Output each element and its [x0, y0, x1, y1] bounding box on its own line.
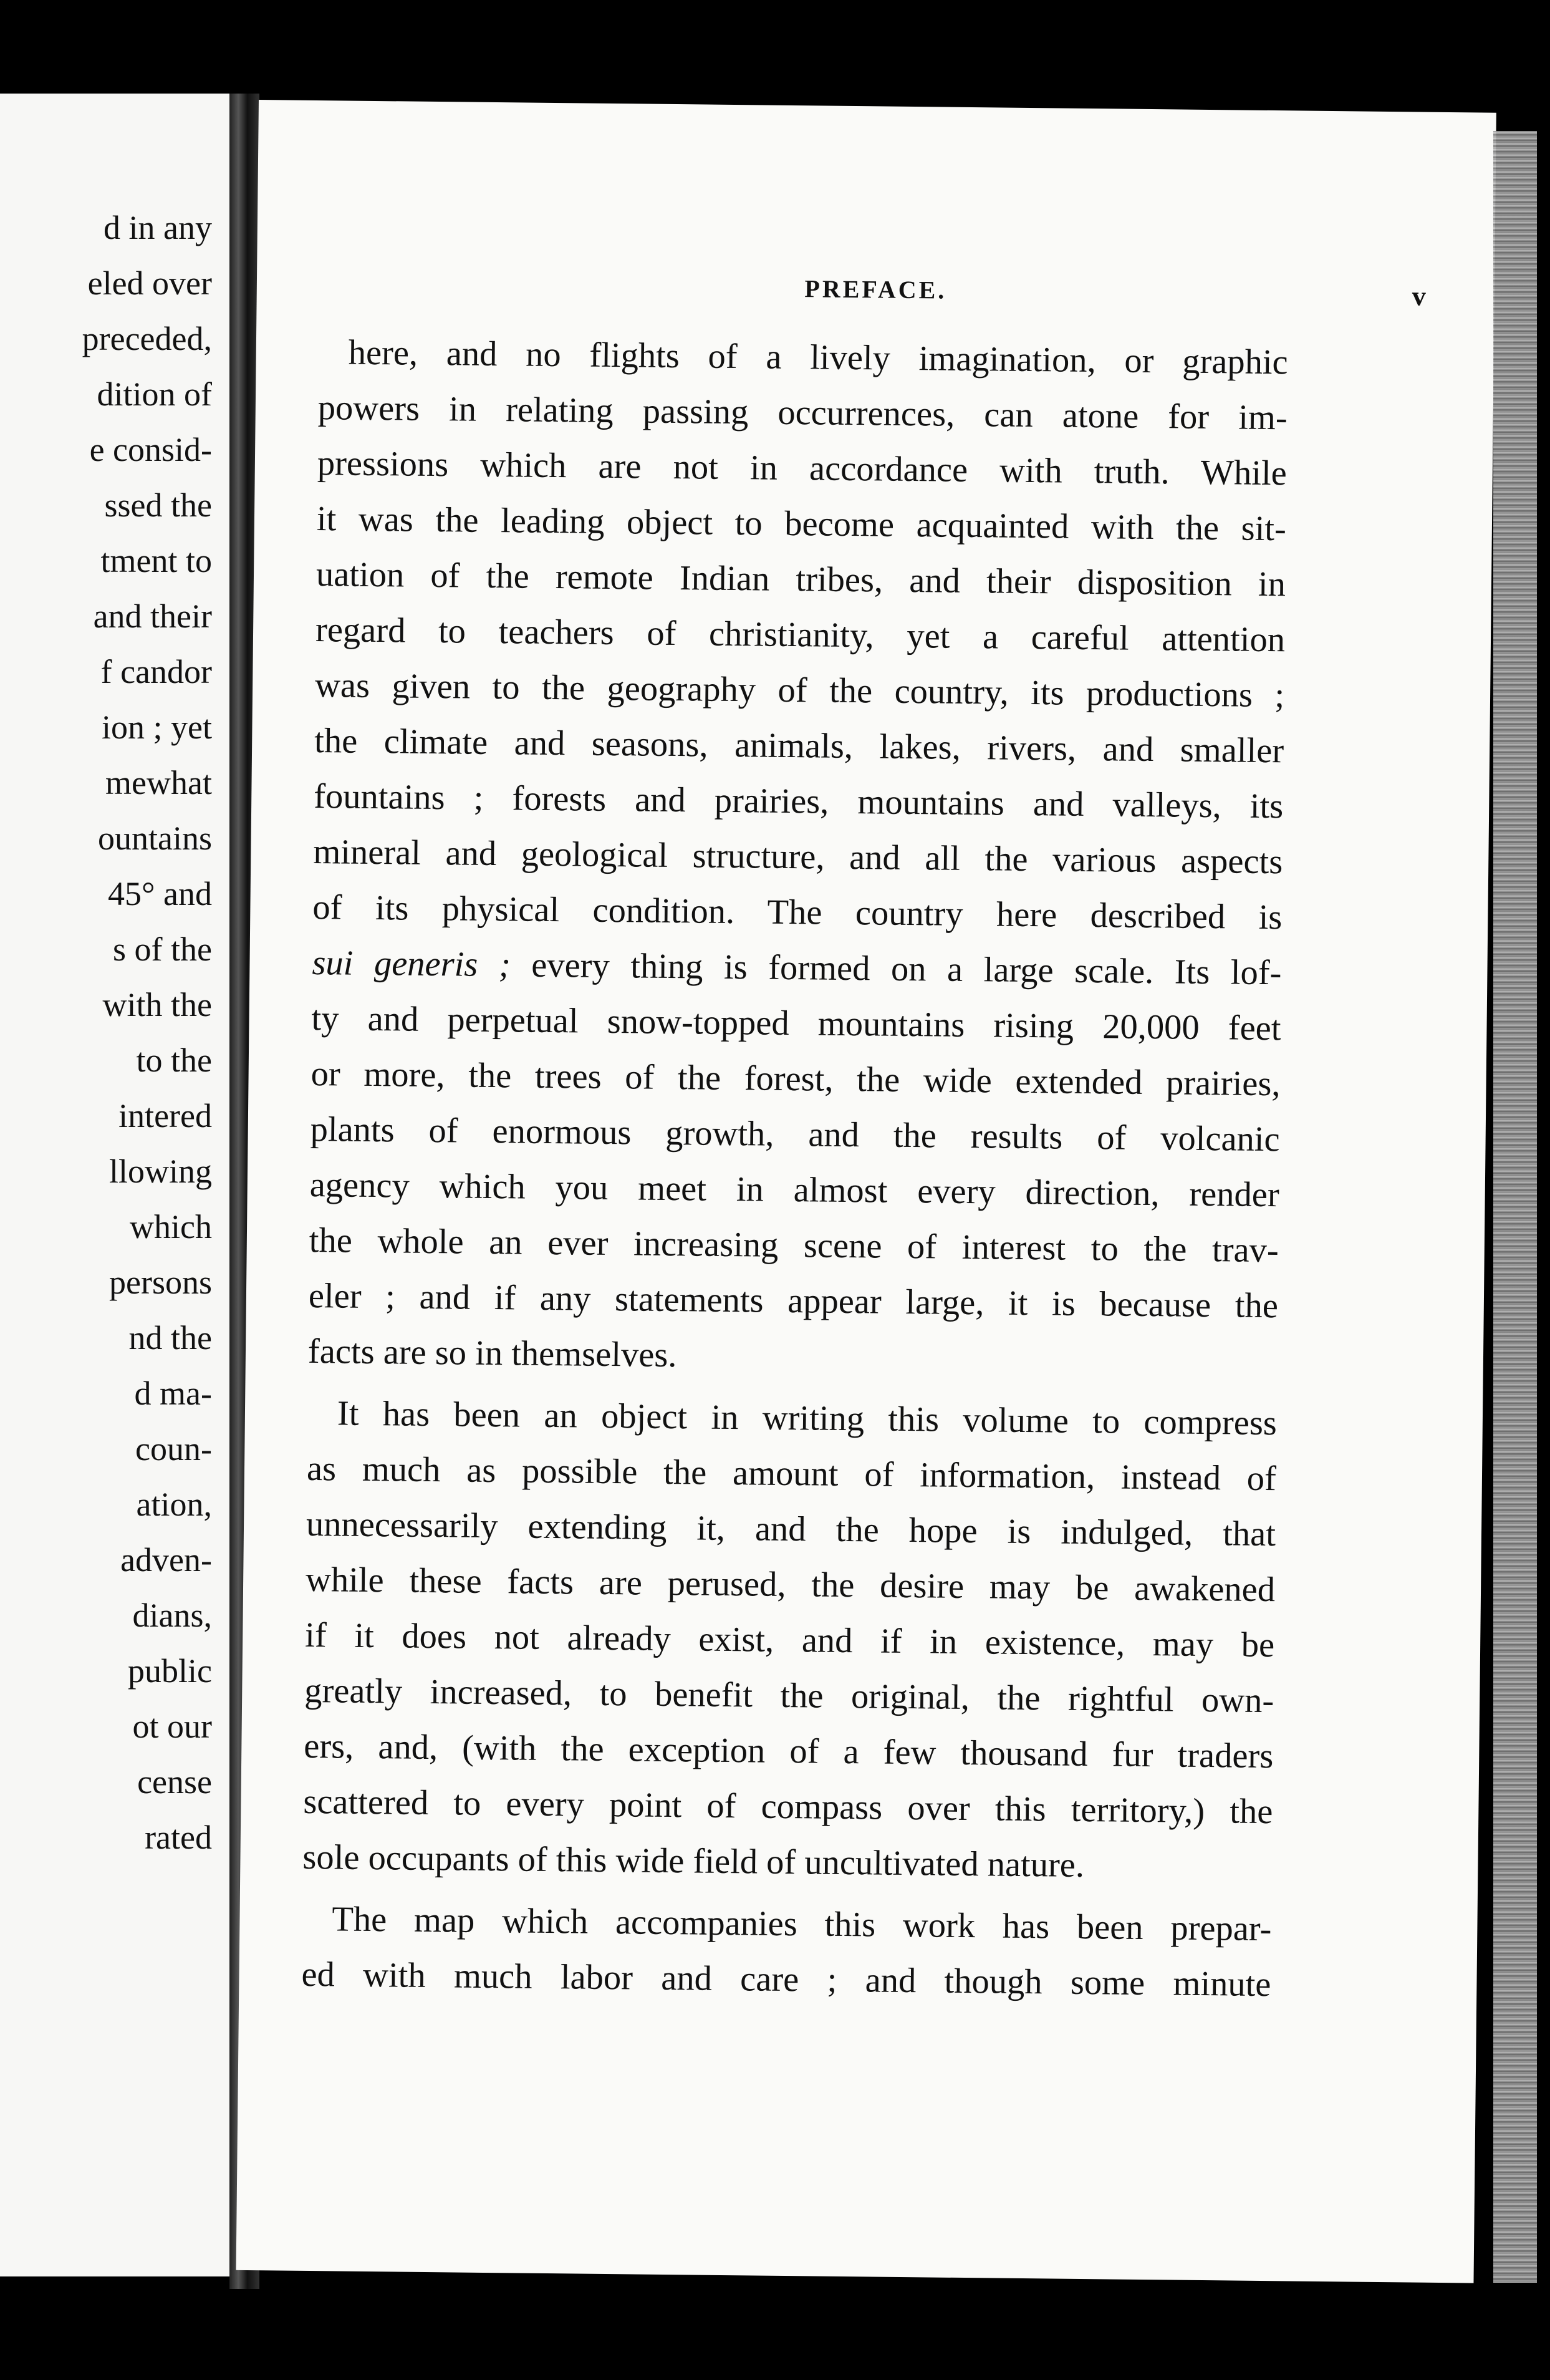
previous-page-line: tment to — [100, 542, 212, 579]
book-page — [236, 100, 1496, 2283]
previous-page-line: ountains — [98, 820, 212, 857]
previous-page-line: dians, — [132, 1597, 212, 1634]
previous-page-line: cense — [137, 1763, 212, 1801]
text-line: the whole an ever increasing scene of interest to the trav- — [309, 1221, 1279, 1270]
previous-page-line: persons — [109, 1264, 212, 1301]
text-line: of its physical condition. The country here described is — [312, 888, 1283, 937]
text-line — [312, 936, 1282, 1001]
previous-page-line: with the — [102, 986, 212, 1023]
previous-page-line: preceded, — [82, 320, 212, 357]
page-number: v — [1412, 281, 1427, 312]
text-line: if it does not already exist, and if in existence, may be — [304, 1615, 1275, 1665]
previous-page-line: dition of — [97, 375, 212, 413]
text-line: unnecessarily extending it, and the hope is indulged, that — [306, 1504, 1276, 1554]
text-line: mineral and geological structure, and all the various aspects — [313, 832, 1283, 882]
text-line: the climate and seasons, animals, lakes, rivers, and smaller — [314, 721, 1284, 771]
text-line: regard to teachers of christianity, yet a careful attention — [315, 611, 1286, 660]
previous-page-line: d ma- — [134, 1375, 212, 1412]
previous-page-line: ion ; yet — [102, 709, 212, 746]
previous-page-line: adven- — [120, 1541, 212, 1579]
paragraph-2 — [302, 1386, 1277, 1895]
text-line: as much as possible the amount of information, instead of — [306, 1449, 1277, 1499]
text-line: ers, and, (with the exception of a few thousand fur traders — [304, 1726, 1274, 1776]
body-text — [301, 325, 1288, 2013]
page-edges — [1493, 131, 1537, 2283]
previous-page-line: d in any — [103, 209, 212, 246]
text-line: while these facts are perused, the desire may be awakened — [305, 1560, 1276, 1610]
previous-page-line: intered — [118, 1097, 212, 1134]
running-head: PREFACE. — [804, 274, 947, 304]
text-line: pressions which are not in accordance with truth. While — [317, 444, 1288, 493]
previous-page-line: ot our — [132, 1708, 212, 1745]
previous-page-line: s of the — [113, 931, 212, 968]
previous-page-line: f candor — [100, 653, 212, 690]
paragraph-3 — [301, 1892, 1272, 2013]
text-line: here, and no flights of a lively imagination, or graphic — [348, 333, 1289, 382]
previous-page-line: eled over — [87, 264, 212, 302]
line-text: every thing is formed on a large scale. Its lof- — [531, 946, 1282, 993]
previous-page-line: to the — [136, 1042, 212, 1079]
text-line: ed with much labor and care ; and though some minute — [301, 1955, 1271, 2005]
previous-page-line: mewhat — [105, 764, 212, 801]
text-line: sole occupants of this wide field of uncultivated nature. — [302, 1837, 1085, 1885]
text-line: facts are so in themselves. — [307, 1332, 677, 1375]
previous-page-line: llowing — [108, 1153, 212, 1190]
text-line: scattered to every point of compass over this territory,) the — [303, 1782, 1273, 1832]
previous-page-line: ation, — [136, 1486, 212, 1523]
previous-page-line: ssed the — [104, 486, 212, 524]
text-line: It has been an object in writing this volume to compress — [337, 1394, 1278, 1443]
previous-page-line: e consid- — [89, 431, 212, 468]
text-line: plants of enormous growth, and the results of volcanic — [310, 1110, 1280, 1159]
previous-page-line: coun- — [135, 1430, 212, 1468]
text-line: eler ; and if any statements appear large, it is because the — [308, 1276, 1279, 1326]
previous-page-line: 45° and — [107, 875, 212, 912]
previous-page-line: nd the — [128, 1319, 212, 1357]
italic-phrase: sui generis ; — [312, 943, 511, 985]
text-line: it was the leading object to become acquainted with the sit- — [316, 500, 1287, 549]
text-line: fountains ; forests and prairies, mountains and valleys, its — [313, 776, 1284, 826]
previous-page-line: rated — [145, 1819, 212, 1856]
previous-page-line: public — [128, 1652, 212, 1690]
text-line: ty and perpetual snow-topped mountains rising 20,000 feet — [311, 999, 1281, 1048]
text-line: uation of the remote Indian tribes, and their disposition in — [315, 555, 1286, 604]
text-line: was given to the geography of the country, its productions ; — [314, 665, 1285, 715]
text-line: The map which accompanies this work has been prepar- — [332, 1900, 1272, 1949]
previous-page-line: and their — [93, 597, 212, 635]
text-line: powers in relating passing occurrences, can atone for im- — [317, 389, 1288, 438]
previous-page-fragment — [0, 94, 231, 2276]
previous-page-line: which — [130, 1208, 212, 1246]
paragraph-1 — [308, 325, 1289, 1390]
text-line: agency which you meet in almost every direction, render — [309, 1165, 1280, 1215]
text-line: or more, the trees of the forest, the wide extended prairies, — [310, 1054, 1281, 1104]
text-line: greatly increased, to benefit the original, the rightful own- — [304, 1671, 1274, 1721]
